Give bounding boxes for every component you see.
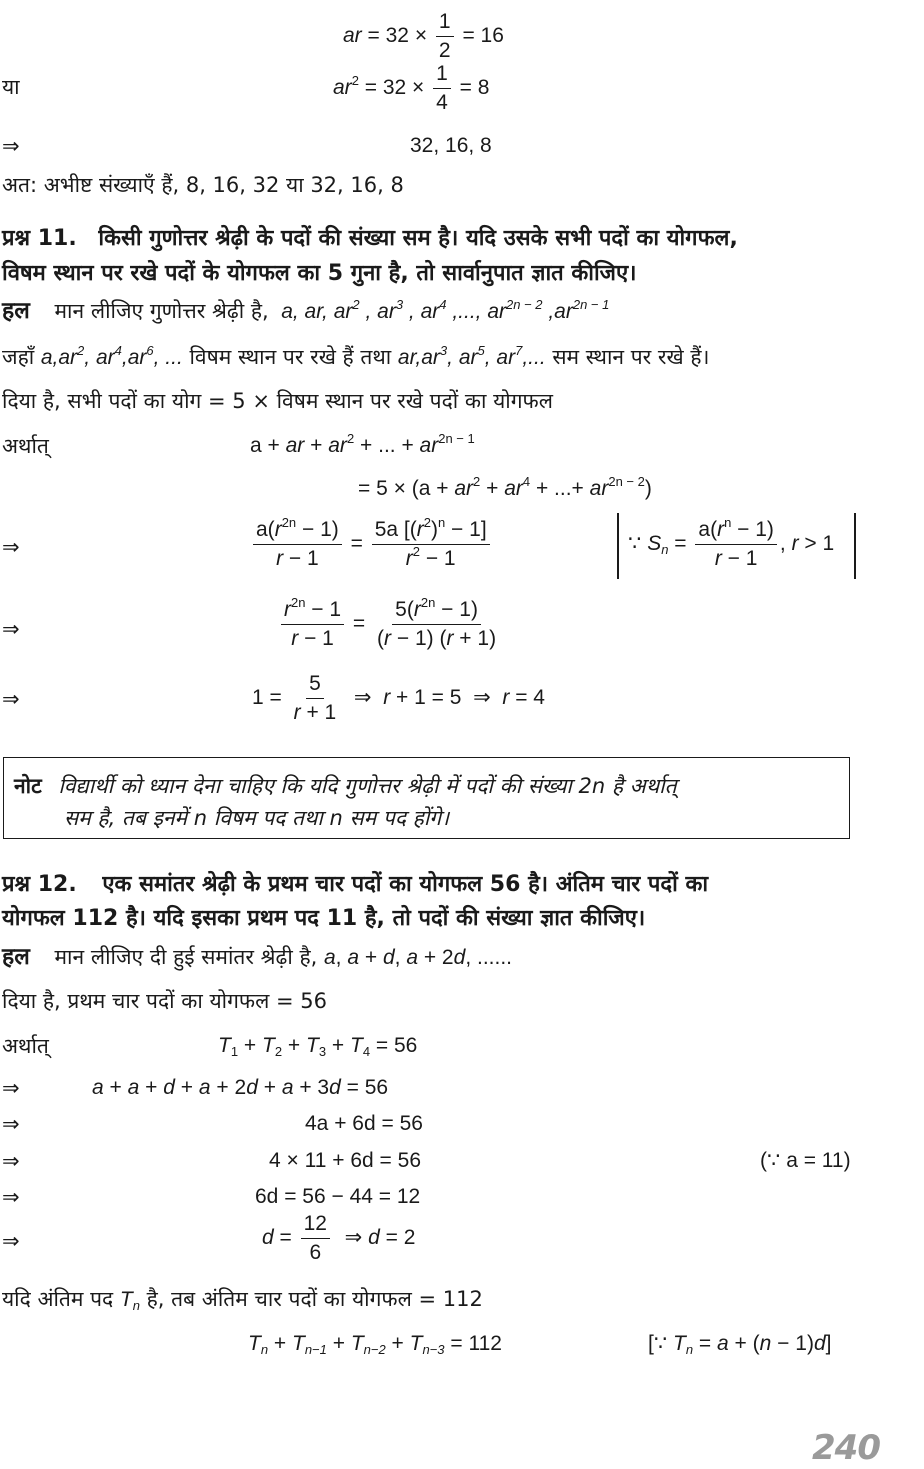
question-12-line2: योगफल 112 है। यदि इसका प्रथम पद 11 है, तो पदों की संख्या ज्ञात कीजिए।: [2, 906, 646, 931]
given-line: दिया है, सभी पदों का योग = 5 × विषम स्थान पर रखे पदों का योगफल: [2, 389, 553, 413]
implies-2: ⇒: [2, 617, 20, 641]
where-c: सम स्थान पर रखे हैं।: [552, 345, 710, 369]
eq-4a-6d: 4a + 6d = 56: [305, 1112, 423, 1135]
eq-first-four: $T_1 + T_2 + T_3 + T_4 = 56$: [218, 1034, 418, 1059]
solution-12-label: हल: [2, 944, 30, 970]
implies-6: ⇒: [2, 1149, 20, 1173]
note-line1: [14, 773, 677, 799]
implies-symbol: ⇒: [2, 134, 20, 158]
last-text-a: यदि अंतिम पद: [2, 1287, 114, 1311]
ie-label: अर्थात्: [2, 434, 49, 458]
question-12-label: [2, 872, 708, 898]
gp-terms: a, ar, $ar^2$ , $ar^3$ , $ar^4$ ,..., $ar^{2n - 2}$ $,ar^{2n - 1}$: [275, 297, 610, 323]
question-12-line1: एक समांतर श्रेढ़ी के प्रथम चार पदों का योगफल 56 है। अंतिम चार पदों का: [102, 872, 709, 897]
solution-text: मान लीजिए गुणोत्तर श्रेढ़ी है,: [54, 299, 269, 323]
sum-all-terms: a + ar + $ar^2$ + ... + $ar^{2n - 1}$: [250, 431, 475, 457]
eq-ar-16: ar = 32 × $\frac{1}{2}$ = 16: [343, 10, 504, 62]
implies-4: ⇒: [2, 1076, 20, 1100]
odd-terms: $a,ar^2$, $ar^4,ar^6$, ...: [40, 343, 183, 369]
eq-a-note: (∵ a = 11): [760, 1149, 851, 1172]
where-a: जहाँ: [2, 345, 35, 369]
eq-simplified: $\frac{r^{2n} - 1}{r - 1}$ = $\frac{5(r^{2n} - 1)}{(r - 1) (r + 1)}$: [278, 598, 502, 651]
implies-5: ⇒: [2, 1112, 20, 1136]
even-terms: $ar,ar^3$, $ar^5$, $ar^7$,...: [397, 343, 546, 369]
ap-terms: a, a + d, a + 2d, ......: [323, 946, 512, 969]
sum-odd-terms: = $5 \times (a + ar^2 + ar^4$ + ...+ $ar^{2n - 2}$): [358, 474, 652, 500]
sequence-values: 32, 16, 8: [410, 134, 492, 157]
note-label: नोट: [14, 774, 42, 798]
gp-sum-formula: ∵ $S_n$ = $\frac{a(r^n - 1)}{r - 1}$ , r > 1: [628, 515, 835, 570]
solution-12-text: मान लीजिए दी हुई समांतर श्रेढ़ी है,: [54, 945, 318, 969]
eq-expanded: a + a + d + a + 2d + a + 3d = 56: [92, 1076, 389, 1099]
eq-substituted: 4 × 11 + 6d = 56: [269, 1149, 421, 1172]
page-number: 240: [812, 1428, 880, 1468]
where-line: [2, 344, 709, 371]
question-11-line2: विषम स्थान पर रखे पदों के योगफल का 5 गुना है, तो सार्वानुपात ज्ञात कीजिए।: [2, 261, 637, 286]
question-11-label: [2, 226, 738, 252]
solution-12-intro: [2, 944, 512, 971]
implies-8: ⇒: [2, 1229, 20, 1253]
question-11-number: प्रश्न 11.: [2, 226, 77, 251]
eq-tn-formula: [∵ $T_n = a + (n - 1)d$]: [648, 1332, 832, 1357]
eq-last-four: $T_n + T_{n-1} + T_{n-2} + T_{n-3} = 112$: [248, 1332, 502, 1357]
eq-r-value: 1 = $\frac{5}{r + 1}$ ⇒ r + 1 = 5 ⇒ r = 4: [252, 672, 545, 724]
implies-7: ⇒: [2, 1185, 20, 1209]
eq-sum-ratio: $\frac{a(r^{2n} - 1)}{r - 1}$ = $\frac{5a [(r^2)^n - 1]}{r^2 - 1}$: [250, 518, 493, 571]
question-12-number: प्रश्न 12.: [2, 872, 77, 897]
tn-symbol: $T_n$: [119, 1288, 140, 1313]
implies-1: ⇒: [2, 535, 20, 559]
or-label: या: [2, 75, 20, 99]
solution-11-intro: [2, 298, 609, 325]
note-text1: विद्यार्थी को ध्यान देना चाहिए कि यदि गुणोत्तर श्रेढ़ी में पदों की संख्या 2n है अर्थात्: [58, 774, 677, 798]
solution-label: हल: [2, 298, 30, 324]
eq-d-value: d = $\frac{12}{6}$ ⇒ d = 2: [262, 1212, 416, 1264]
implies-3: ⇒: [2, 687, 20, 711]
eq-6d: 6d = 56 − 44 = 12: [255, 1185, 421, 1208]
given-12: दिया है, प्रथम चार पदों का योगफल = 56: [2, 989, 327, 1013]
note-line2: सम है, तब इनमें n विषम पद तथा n सम पद होंगे।: [64, 806, 450, 830]
question-11-line1: किसी गुणोत्तर श्रेढ़ी के पदों की संख्या सम है। यदि उसके सभी पदों का योगफल,: [98, 226, 738, 251]
where-b: विषम स्थान पर रखे हैं तथा: [189, 345, 392, 369]
result-line: अत: अभीष्ट संख्याएँ हैं, 8, 16, 32 या 32, 16, 8: [2, 173, 404, 197]
ie-12-label: अर्थात्: [2, 1034, 49, 1058]
last-text-b: है, तब अंतिम चार पदों का योगफल = 112: [146, 1287, 483, 1311]
eq-ar2-8: $ar^2 = 32$ × $\frac{1}{4}$ = 8: [333, 62, 490, 114]
last-term-line: [2, 1286, 483, 1313]
